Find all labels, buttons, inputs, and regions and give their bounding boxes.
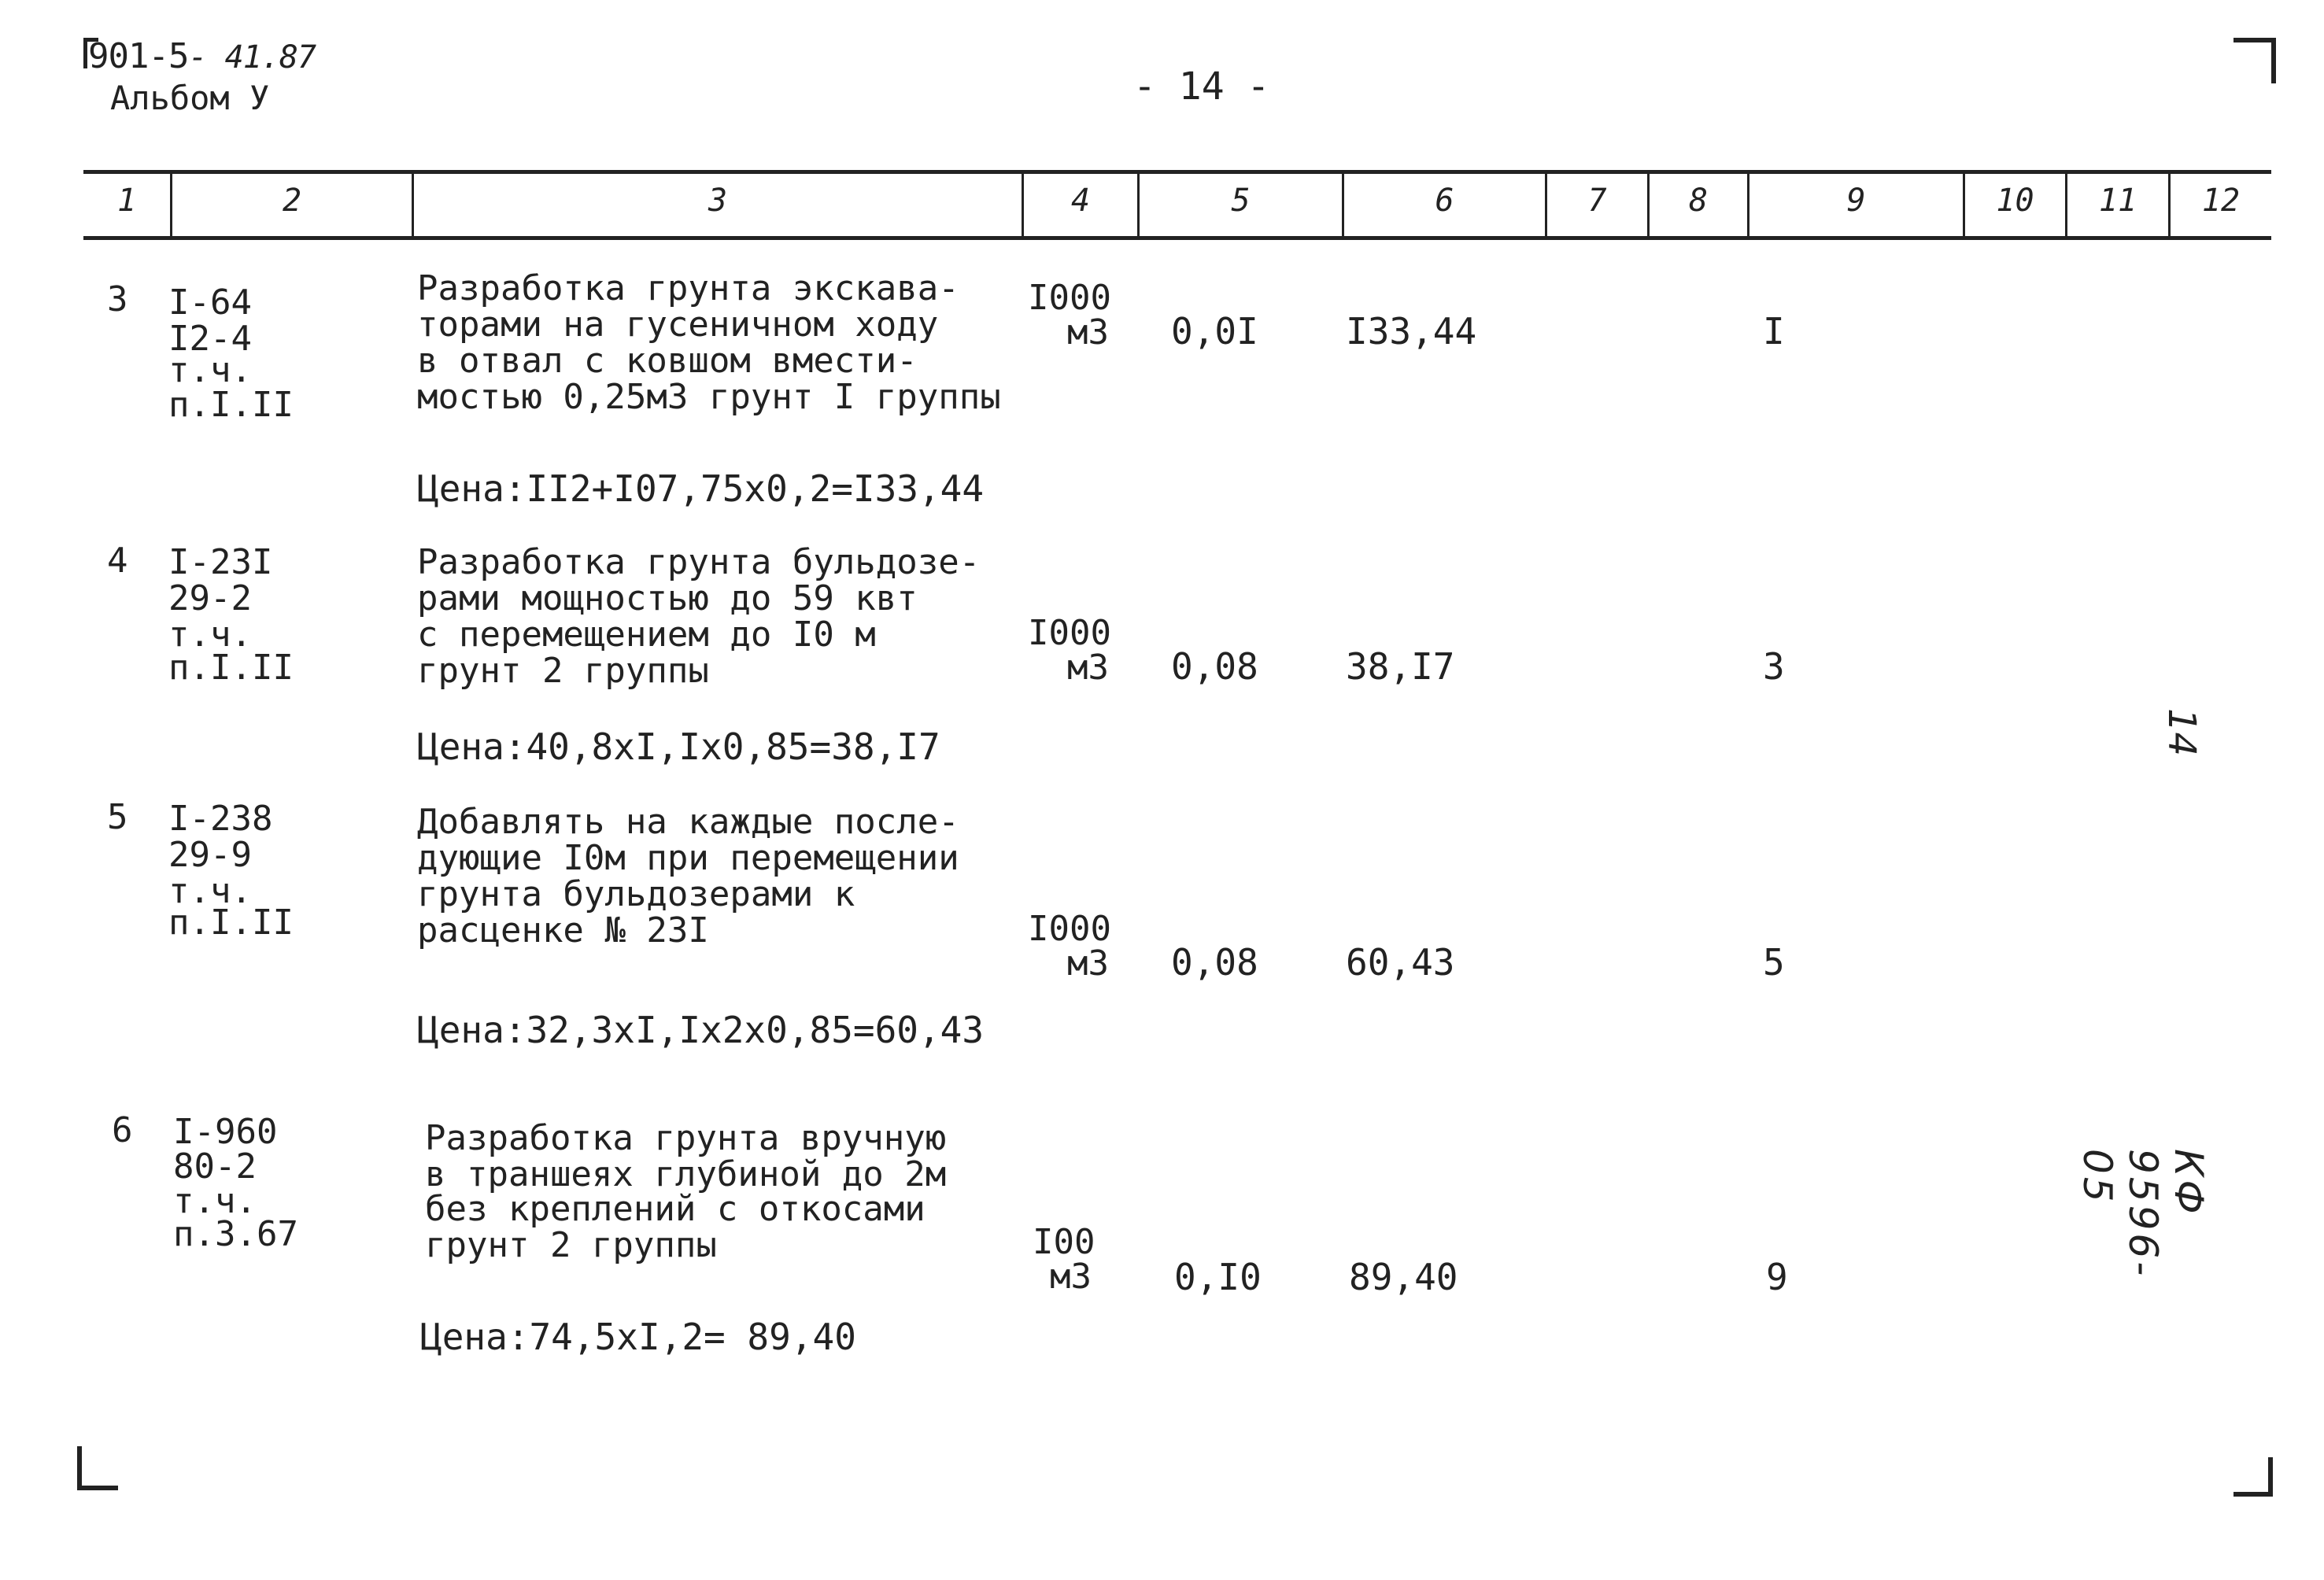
row-value: 38,I7 — [1346, 645, 1455, 688]
row-number: 4 — [107, 541, 128, 581]
column-number-10: 10 — [1996, 183, 2034, 219]
row-unit-amount: I000 — [1028, 278, 1111, 318]
row-unit-measure: м3 — [1067, 312, 1109, 353]
row-description-line-3: без креплений с откосами — [425, 1189, 926, 1229]
row-code-2: I2-4 — [168, 319, 252, 359]
row-number: 6 — [112, 1110, 133, 1150]
margin-page-stamp: 14 — [2160, 708, 2204, 757]
row-quantity: 0,0I — [1171, 310, 1258, 353]
row-unit-measure: м3 — [1067, 943, 1109, 984]
row-code-3: т.ч. — [168, 615, 252, 655]
row-code-4: п.I.II — [168, 903, 294, 943]
row-quantity: 0,I0 — [1174, 1256, 1262, 1298]
row-description-line-2: в траншеях глубиной до 2м — [425, 1154, 947, 1194]
row-unit-amount: I00 — [1033, 1222, 1095, 1262]
album-label: Альбом У — [110, 79, 270, 117]
row-code-4: п.3.67 — [173, 1214, 298, 1254]
row-col9: 9 — [1766, 1256, 1788, 1298]
row-price-formula: Цена:II2+I07,75x0,2=I33,44 — [417, 467, 985, 510]
row-code-3: т.ч. — [168, 350, 252, 390]
column-number-3: 3 — [708, 183, 728, 219]
row-description-line-2: дующие I0м при перемещении — [417, 838, 959, 878]
row-code-3: т.ч. — [173, 1181, 257, 1221]
column-number-8: 8 — [1688, 183, 1709, 219]
row-code-3: т.ч. — [168, 871, 252, 911]
row-description-line-4: расценке № 23I — [417, 910, 709, 951]
corner-mark-top-right — [2233, 38, 2276, 83]
column-number-1: 1 — [116, 183, 137, 219]
row-description-line-1: Разработка грунта экскава- — [417, 268, 959, 308]
row-col9: I — [1763, 310, 1785, 353]
row-code-1: I-23I — [168, 542, 273, 582]
row-description-line-3: в отвал с ковшом вмести- — [417, 341, 918, 381]
row-description-line-2: торами на гусеничном ходу — [417, 305, 939, 345]
row-unit-measure: м3 — [1050, 1257, 1092, 1297]
row-price-formula: Цена:74,5xI,2= 89,40 — [420, 1316, 856, 1358]
row-description-line-1: Разработка грунта вручную — [425, 1118, 947, 1158]
row-description-line-2: рами мощностью до 59 квт — [417, 578, 918, 618]
row-code-4: п.I.II — [168, 385, 294, 425]
row-code-1: I-64 — [168, 282, 252, 323]
row-number: 3 — [107, 279, 128, 319]
column-number-11: 11 — [2098, 183, 2137, 219]
column-number-9: 9 — [1846, 183, 1866, 219]
row-code-2: 80-2 — [173, 1146, 257, 1187]
document-code-printed: 901-5 — [88, 36, 189, 76]
margin-registration-stamp: КФ 9596-05 — [2075, 1149, 2211, 1279]
row-description-line-1: Разработка грунта бульдозе- — [417, 542, 981, 582]
corner-mark-bottom-right — [2233, 1457, 2273, 1497]
document-code-handwritten: - 41.87 — [188, 39, 316, 76]
row-code-2: 29-9 — [168, 835, 252, 875]
row-unit-amount: I000 — [1028, 909, 1111, 949]
page-number: - 14 - — [1133, 65, 1270, 109]
row-code-2: 29-2 — [168, 578, 252, 618]
row-value: 89,40 — [1349, 1256, 1458, 1298]
row-quantity: 0,08 — [1171, 645, 1258, 688]
row-price-formula: Цена:40,8xI,Ix0,85=38,I7 — [417, 725, 940, 768]
row-price-formula: Цена:32,3xI,Ix2x0,85=60,43 — [417, 1009, 985, 1051]
row-col9: 5 — [1763, 941, 1785, 984]
row-code-1: I-960 — [173, 1112, 278, 1152]
row-value: I33,44 — [1346, 310, 1477, 353]
row-description-line-4: грунт 2 группы — [417, 651, 709, 691]
column-number-6: 6 — [1435, 183, 1454, 219]
row-number: 5 — [107, 797, 128, 837]
row-description-line-3: с перемещением до I0 м — [417, 615, 876, 655]
row-code-1: I-238 — [168, 799, 273, 839]
row-unit-amount: I000 — [1028, 613, 1111, 653]
column-number-2: 2 — [282, 183, 302, 219]
corner-mark-bottom-left — [77, 1446, 118, 1490]
row-description-line-1: Добавлять на каждые после- — [417, 802, 959, 842]
row-col9: 3 — [1763, 645, 1785, 688]
row-value: 60,43 — [1346, 941, 1455, 984]
row-code-4: п.I.II — [168, 648, 294, 688]
column-number-12: 12 — [2201, 183, 2241, 219]
column-number-4: 4 — [1070, 183, 1091, 219]
column-number-5: 5 — [1231, 183, 1251, 219]
column-number-7: 7 — [1587, 183, 1607, 219]
row-unit-measure: м3 — [1067, 648, 1109, 688]
row-description-line-3: грунта бульдозерами к — [417, 874, 855, 914]
row-quantity: 0,08 — [1171, 941, 1258, 984]
document-code — [88, 36, 316, 76]
row-description-line-4: грунт 2 группы — [425, 1225, 717, 1265]
row-description-line-4: мостью 0,25м3 грунт I группы — [417, 377, 1001, 417]
